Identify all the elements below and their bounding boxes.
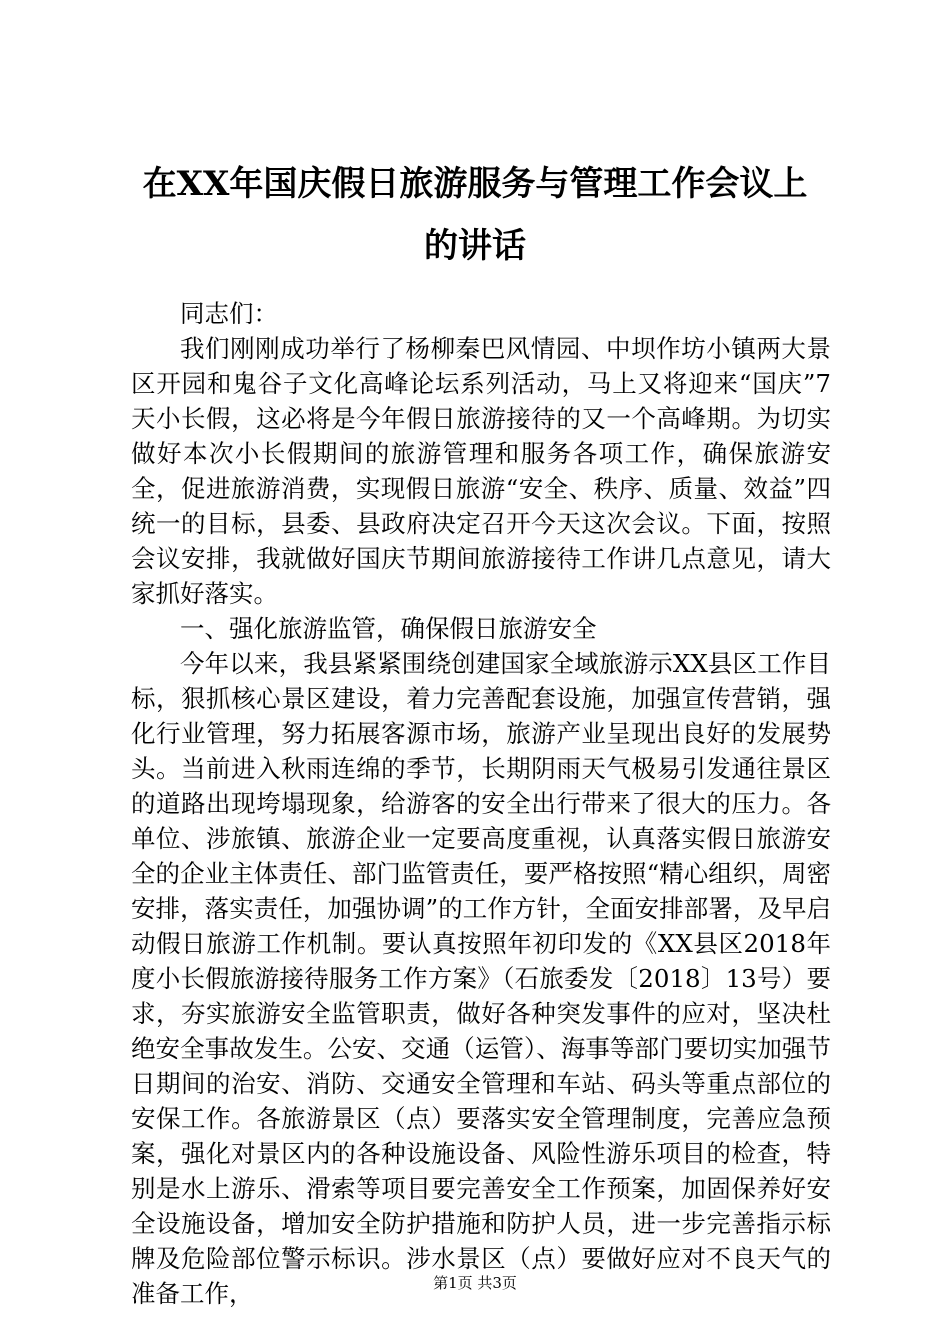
salutation: 同志们：	[180, 299, 278, 328]
document-body	[131, 296, 831, 1311]
body-paragraph: 我们刚刚成功举行了杨柳秦巴风情园、中坝作坊小镇两大景区开园和鬼谷子文化高峰论坛系列活动，马上又将迎来“国庆”7天小长假，这必将是今年假日旅游接待的又一个高峰期。为切实做好本次小长假期间的旅游管理和服务各项工作，确保旅游安全，促进旅游消费，实现假日旅游“安全、秩序、质量、效益”四统一的目标，县委、县政府决定召开今天这次会议。下面，按照会议安排，我就做好国庆节期间旅游接待工作讲几点意见，请大家抓好落实。	[131, 334, 831, 608]
section-heading: 一、强化旅游监管，确保假日旅游安全	[180, 614, 597, 643]
document-title-line-1: 在XX年国庆假日旅游服务与管理工作会议上	[142, 164, 808, 204]
document-title-line-2: 的讲话	[424, 226, 526, 266]
page-footer: 第1页 共3页	[433, 1274, 517, 1292]
body-paragraph: 今年以来，我县紧紧围绕创建国家全域旅游示XX县区工作目标，狠抓核心景区建设，着力完善配套设施，加强宣传营销，强化行业管理，努力拓展客源市场，旅游产业呈现出良好的发展势头。当前进入秋雨连绵的季节，长期阴雨天气极易引发通往景区的道路出现垮塌现象，给游客的安全出行带来了很大的压力。各单位、涉旅镇、旅游企业一定要高度重视，认真落实假日旅游安全的企业主体责任、部门监管责任，要严格按照“精心组织，周密安排，落实责任，加强协调”的工作方针，全面安排部署，及早启动假日旅游工作机制。要认真按照年初印发的《XX县区2018年度小长假旅游接待服务工作方案》（石旅委发〔2018〕13号）要求，夯实旅游安全监管职责，做好各种突发事件的应对，坚决杜绝安全事故发生。公安、交通（运管）、海事等部门要切实加强节日期间的治安、消防、交通安全管理和车站、码头等重点部位的安保工作。各旅游景区（点）要落实安全管理制度，完善应急预案，强化对景区内的各种设施设备、风险性游乐项目的检查，特别是水上游乐、滑索等项目要完善安全工作预案，加固保养好安全设施设备，增加安全防护措施和防护人员，进一步完善指示标牌及危险部位警示标识。涉水景区（点）要做好应对不良天气的准备工作，	[131, 649, 831, 1308]
